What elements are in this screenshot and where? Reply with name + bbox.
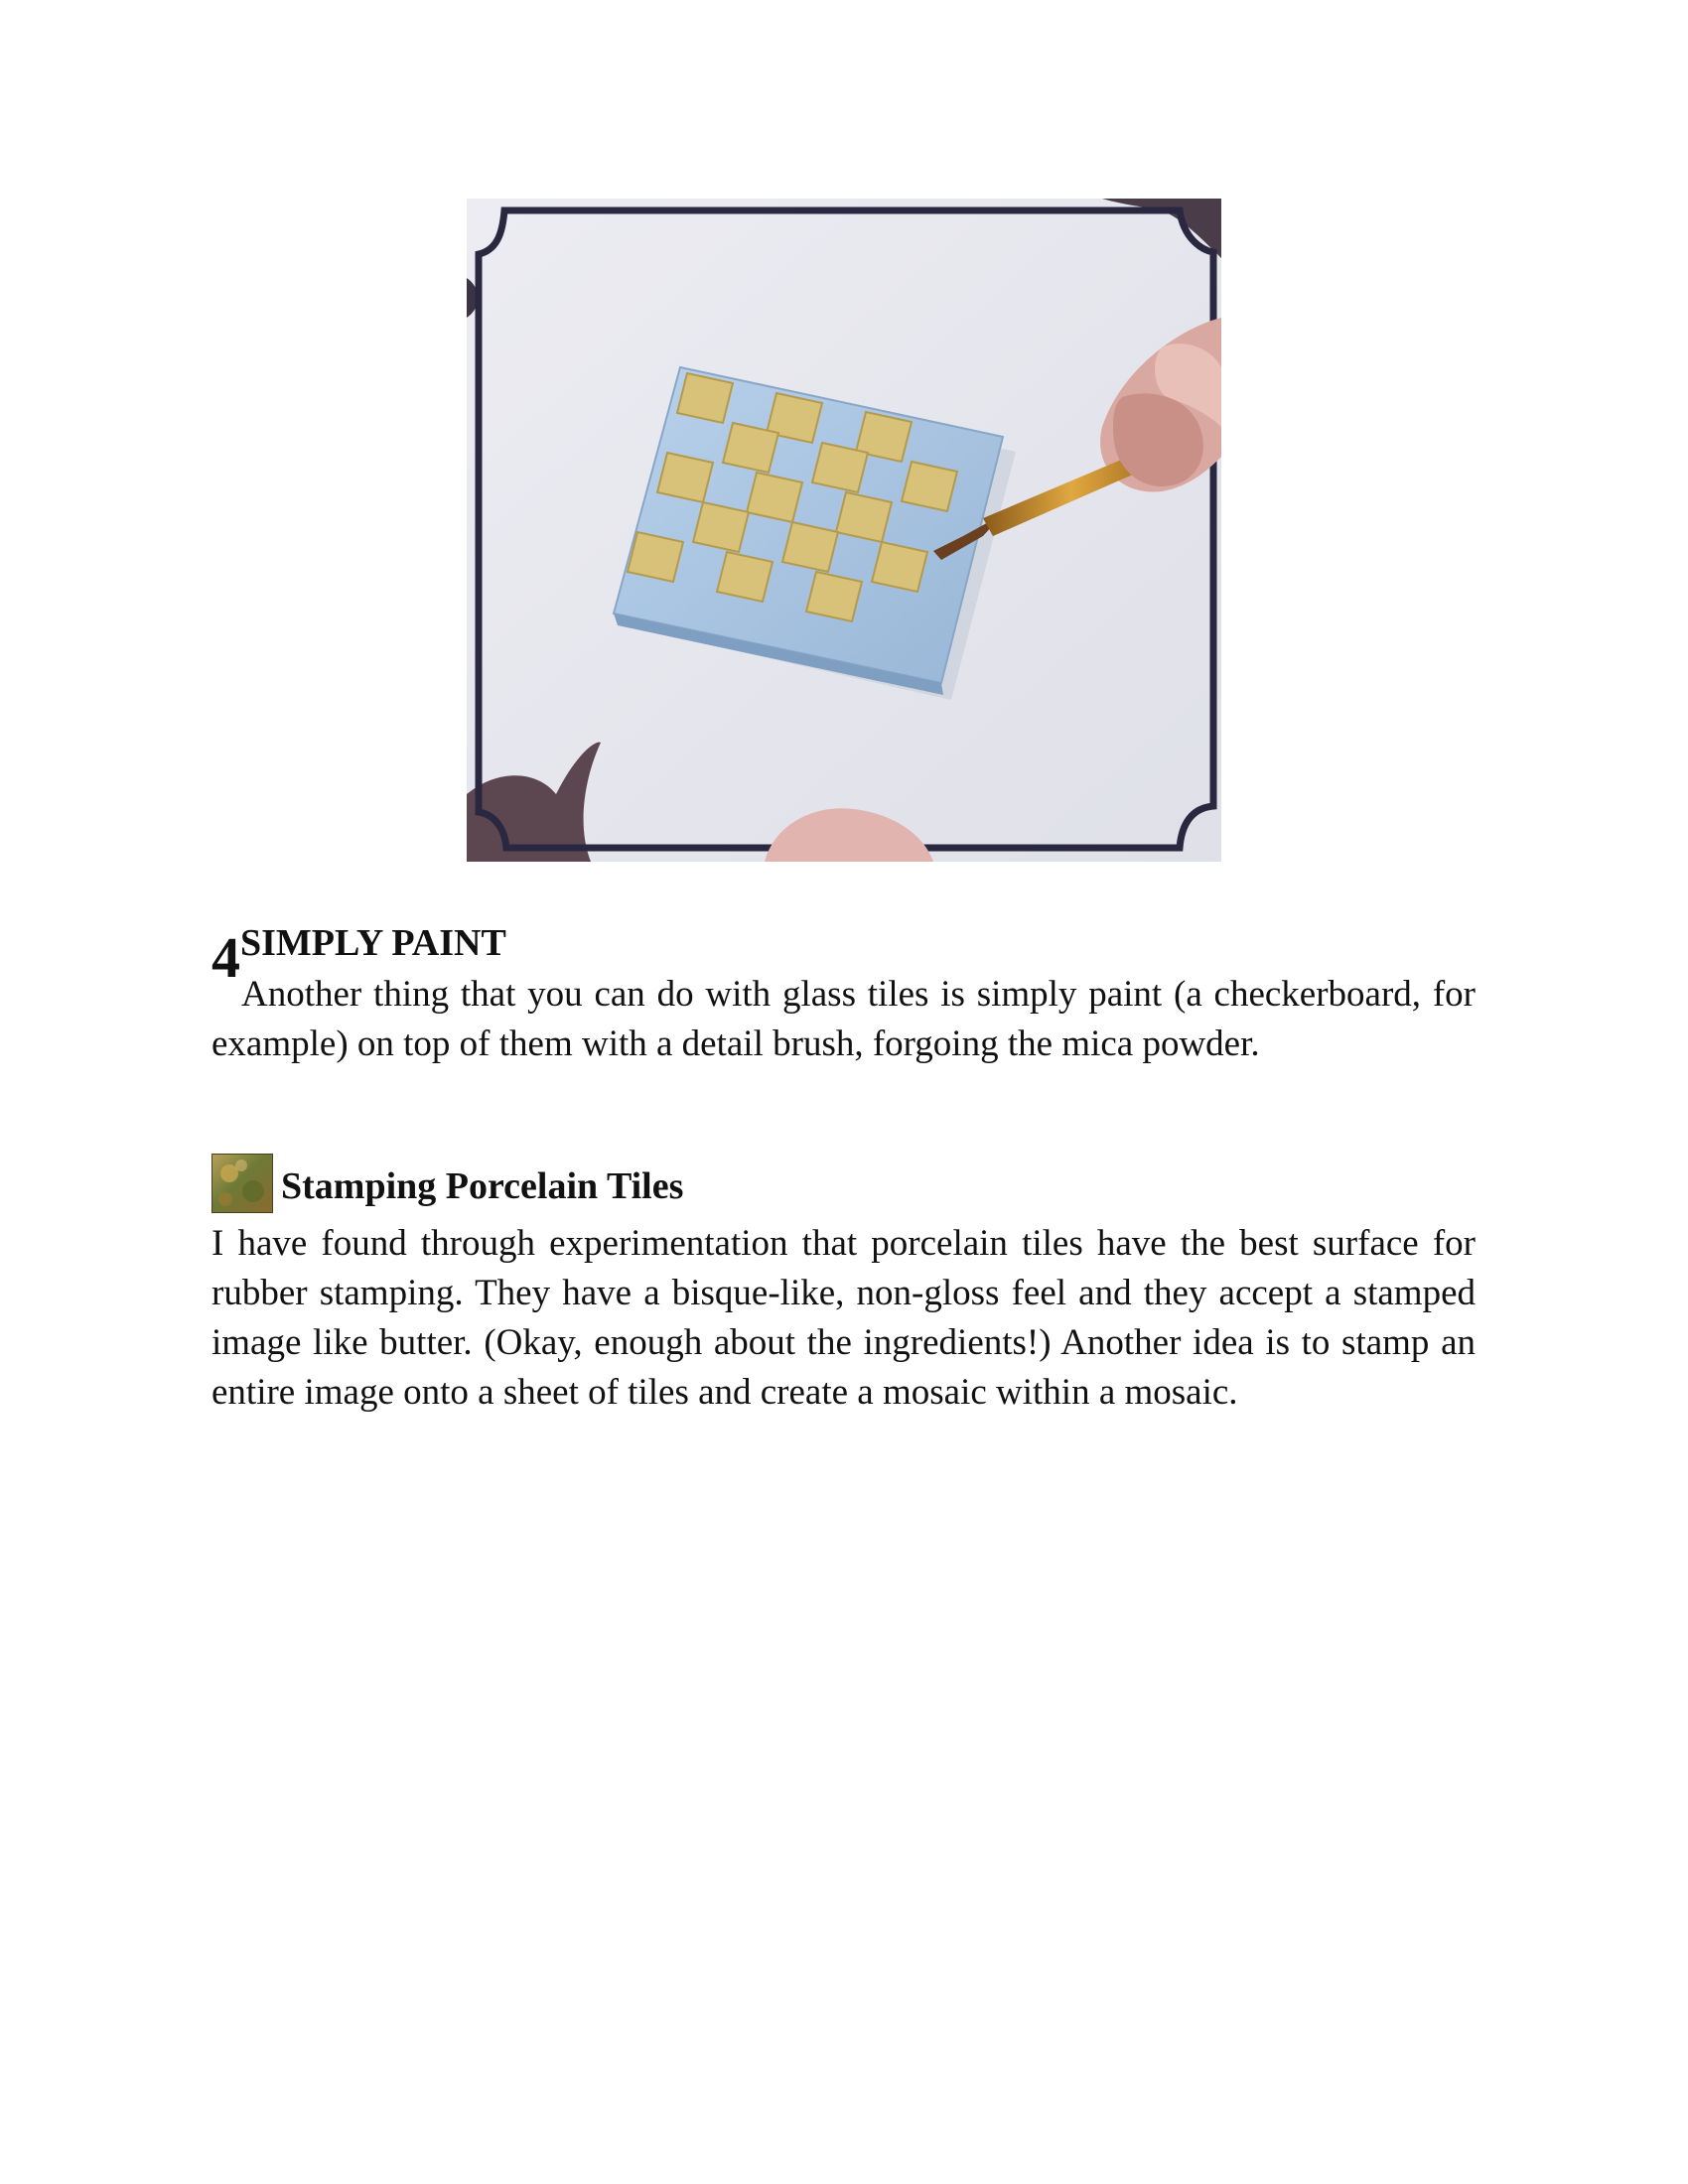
tile-painting-photo (467, 199, 1221, 862)
section-stamping-porcelain (211, 1154, 1476, 1418)
section-heading: SIMPLY PAINT (240, 922, 506, 965)
step-number: 4 (211, 925, 240, 990)
section-body-text: Another thing that you can do with glass tiles is simply paint (a checkerboard, for example) on top of them with a detail brush, forgoing the mica powder. (211, 974, 1476, 1065)
section-body-text: I have found through experimentation that porcelain tiles have the best surface for rubber stamping. They have a bisque-like, non-gloss feel and they accept a stamped image like butter. (Okay, enough about the ingredients!) Another idea is to stamp an entire image onto a sheet of tiles and create a mosaic within a mosaic. (211, 1223, 1476, 1413)
painted-glass-tile-photo-icon (467, 199, 1221, 862)
section-simply-paint (211, 918, 1476, 1069)
section-heading-row (211, 1154, 1476, 1213)
porcelain-tile-thumbnail-icon (211, 1154, 273, 1213)
section-heading: Stamping Porcelain Tiles (281, 1165, 684, 1207)
